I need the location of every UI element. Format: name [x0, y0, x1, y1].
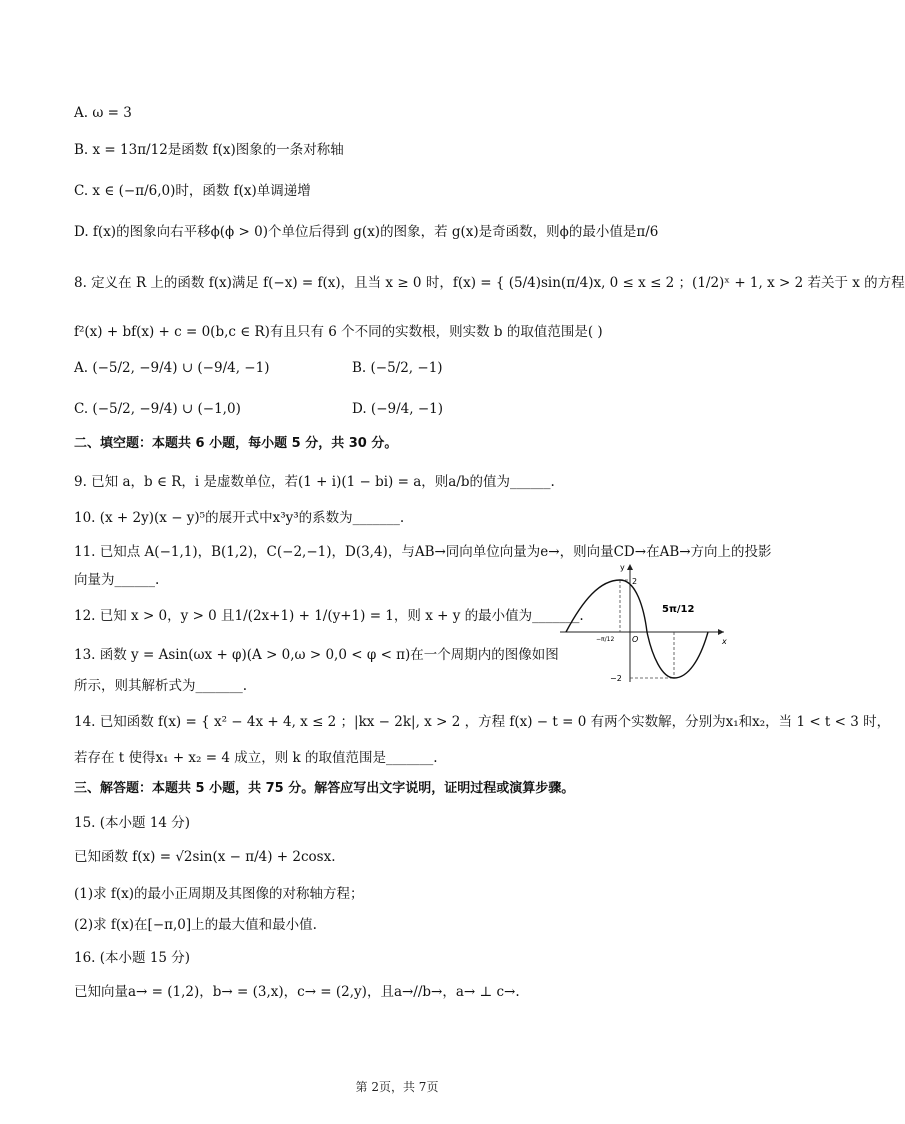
q11-line2: 向量为______. [74, 572, 160, 588]
y-axis-arrow [627, 564, 633, 570]
q8-stem-line2: f²(x) + bf(x) + c = 0(b,c ∈ R)有且只有 6 个不同的实数根，则实数 b 的取值范围是( ) [74, 324, 603, 340]
graph-label-neg2: −2 [610, 674, 622, 683]
q8-option-a: A. (−5/2, −9/4) ∪ (−9/4, −1) [74, 360, 270, 376]
q13-line2: 所示，则其解析式为_______. [74, 678, 248, 694]
q15-part2: (2)求 f(x)在[−π,0]上的最大值和最小值. [74, 917, 317, 933]
q14-line1: 14. 已知函数 f(x) = { x² − 4x + 4, x ≤ 2 ；|kx − 2k|, x > 2 ，方程 f(x) − t = 0 有两个实数解，分别为x₁和x₂，当 1 < t < 3 时， [74, 714, 891, 730]
q8-option-d: D. (−9/4, −1) [352, 401, 443, 417]
section-fill-in-heading: 二、填空题：本题共 6 小题，每小题 5 分，共 30 分。 [74, 436, 398, 451]
q16-heading: 16. (本小题 15 分) [74, 950, 191, 966]
x-axis-arrow [718, 629, 724, 635]
graph-label-y: y [620, 563, 625, 572]
sine-graph-figure [558, 560, 728, 685]
graph-label-neg-pi-12: −π/12 [596, 636, 615, 643]
q8-option-c: C. (−5/2, −9/4) ∪ (−1,0) [74, 401, 241, 417]
sine-curve [566, 580, 708, 678]
q8-stem-line1: 8. 定义在 R 上的函数 f(x)满足 f(−x) = f(x)，且当 x ≥ 0 时，f(x) = { (5/4)sin(π/4)x, 0 ≤ x ≤ 2 ；(1/2)ˣ + 1, x > 2 若关于 x 的方程 [74, 275, 905, 291]
graph-label-origin: O [632, 635, 639, 644]
q10: 10. (x + 2y)(x − y)⁵的展开式中x³y³的系数为_______. [74, 510, 405, 526]
q11-line1: 11. 已知点 A(−1,1)，B(1,2)，C(−2,−1)，D(3,4)，与AB→同向单位向量为e→，则向量CD→在AB→方向上的投影 [74, 544, 772, 560]
q9: 9. 已知 a，b ∈ R，i 是虚数单位，若(1 + i)(1 − bi) = a，则a/b的值为______. [74, 474, 555, 490]
q15-heading: 15. (本小题 14 分) [74, 815, 191, 831]
graph-label-2: 2 [632, 577, 638, 586]
graph-label-5pi-12: 5π/12 [662, 604, 695, 615]
q7-option-c: C. x ∈ (−π/6,0)时，函数 f(x)单调递增 [74, 183, 311, 199]
q7-option-a: A. ω = 3 [74, 105, 132, 121]
graph-label-x: x [722, 637, 727, 646]
q15-stem: 已知函数 f(x) = √2sin(x − π/4) + 2cosx. [74, 849, 336, 865]
q13-line1: 13. 函数 y = Asin(ωx + φ)(A > 0,ω > 0,0 < φ < π)在一个周期内的图像如图 [74, 647, 559, 663]
q12: 12. 已知 x > 0，y > 0 且1/(2x+1) + 1/(y+1) = 1，则 x + y 的最小值为_______. [74, 608, 584, 624]
q14-line2: 若存在 t 使得x₁ + x₂ = 4 成立，则 k 的取值范围是_______. [74, 750, 438, 766]
q15-part1: (1)求 f(x)的最小正周期及其图像的对称轴方程； [74, 886, 364, 902]
q16-stem: 已知向量a→ = (1,2)，b→ = (3,x)，c→ = (2,y)，且a→//b→，a→ ⊥ c→. [74, 984, 520, 1000]
q8-option-b: B. (−5/2, −1) [352, 360, 443, 376]
section-answer-heading: 三、解答题：本题共 5 小题，共 75 分。解答应写出文字说明，证明过程或演算步骤。 [74, 781, 575, 796]
page-footer: 第 2页，共 7页 [355, 1080, 439, 1094]
q7-option-b: B. x = 13π/12是函数 f(x)图象的一条对称轴 [74, 142, 344, 158]
q7-option-d: D. f(x)的图象向右平移ϕ(ϕ > 0)个单位后得到 g(x)的图象，若 g(x)是奇函数，则ϕ的最小值是π/6 [74, 224, 659, 240]
